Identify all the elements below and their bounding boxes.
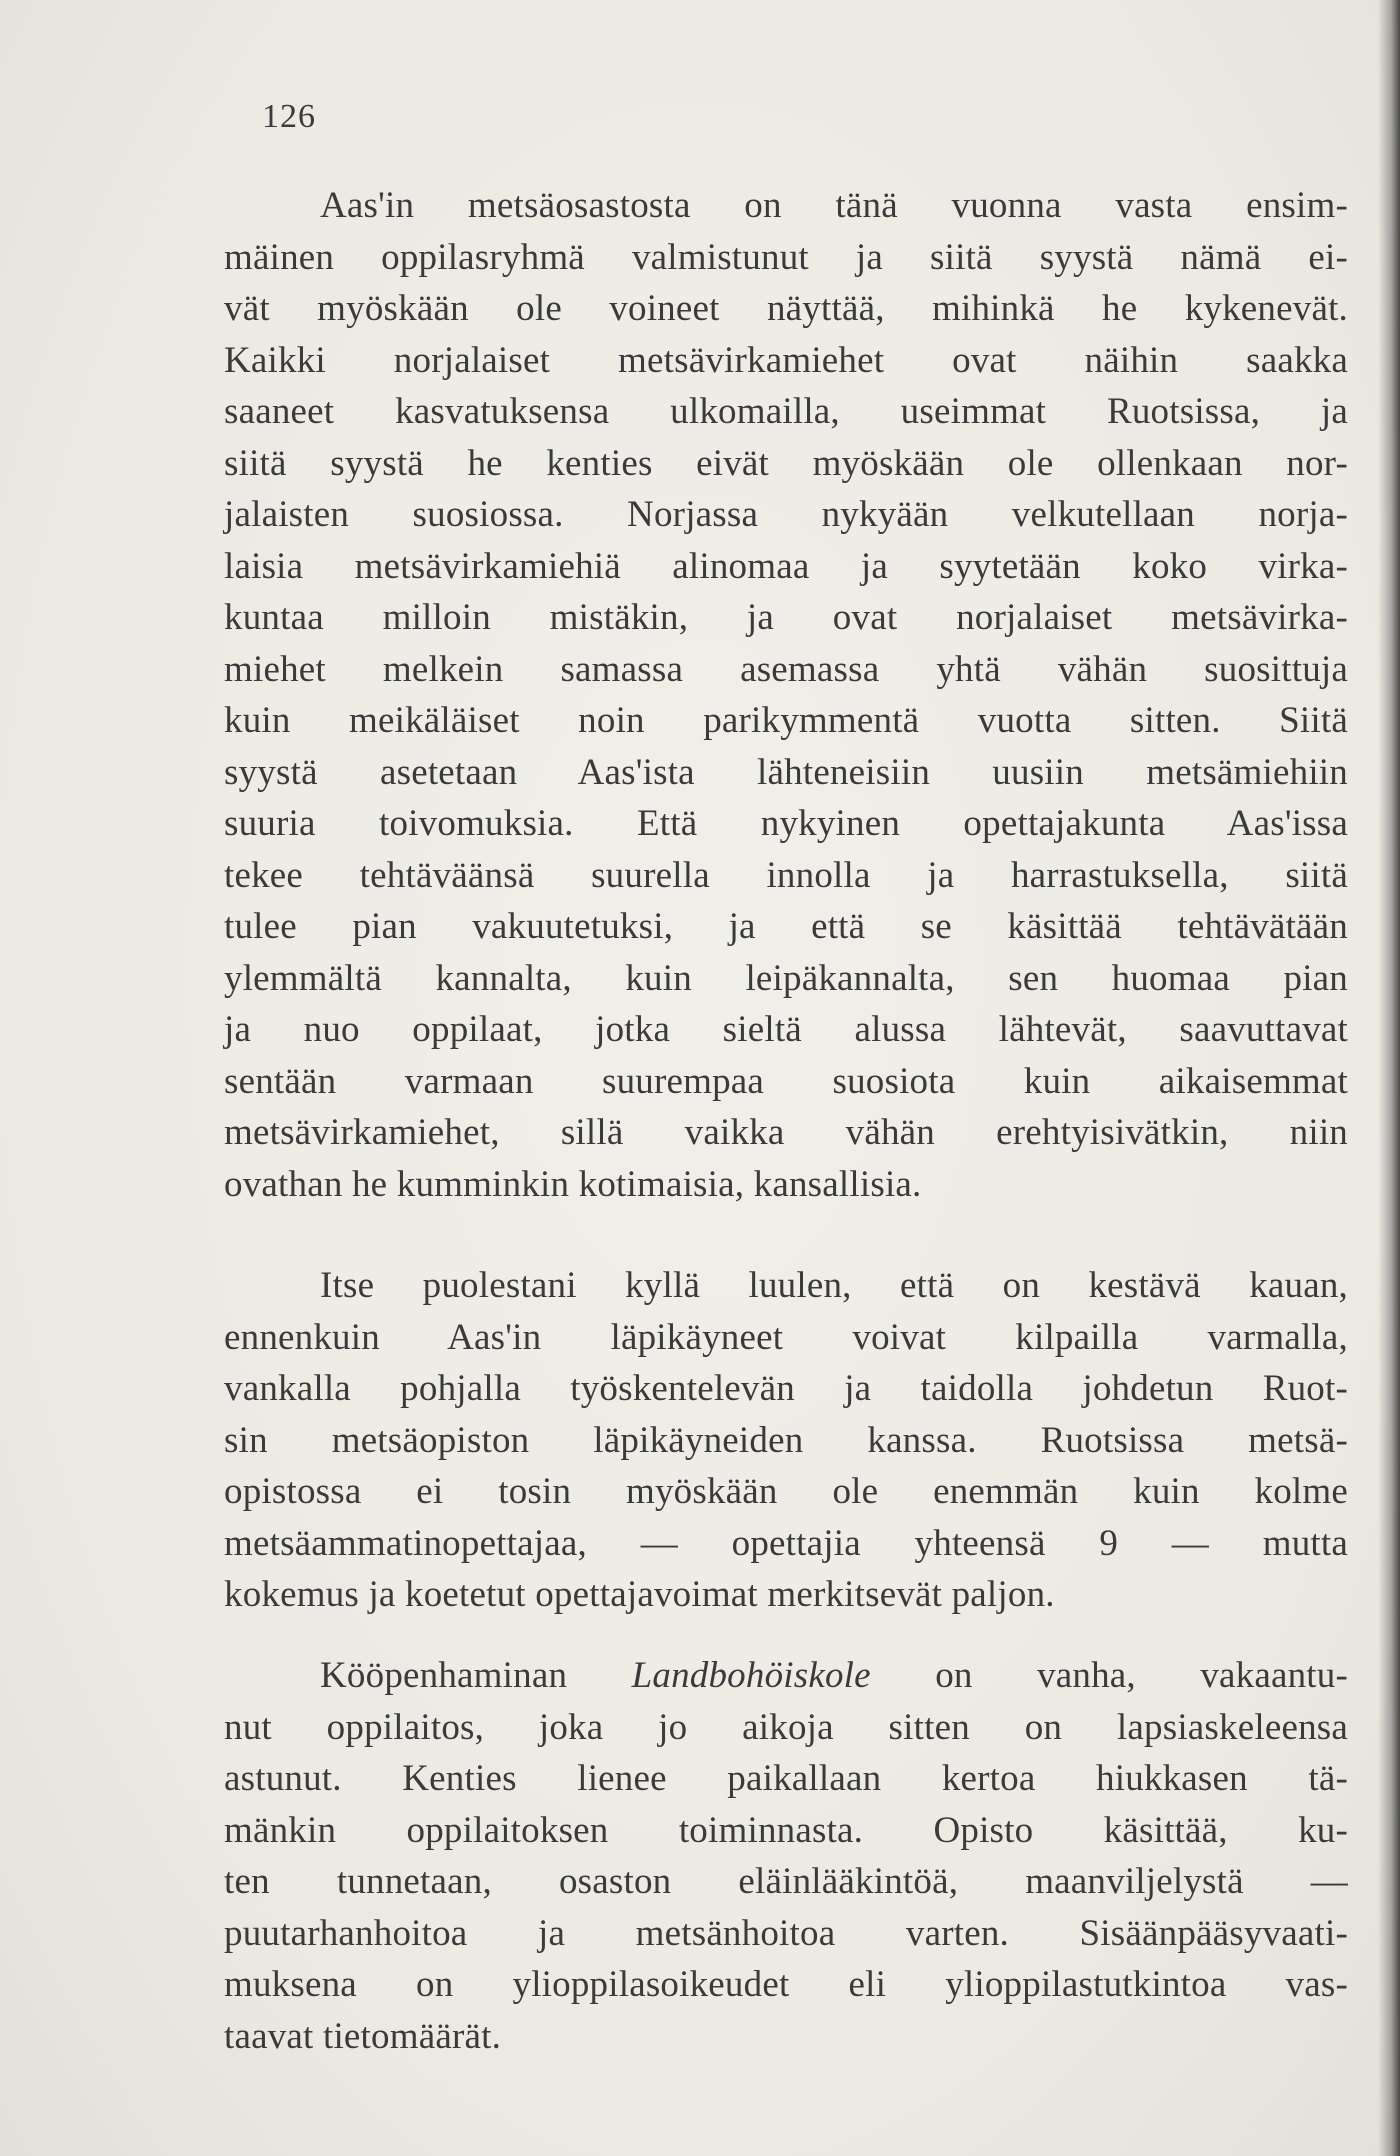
page-number: 126 (262, 98, 316, 135)
text-line: opistossa ei tosin myöskään ole enemmän kuin kolme (224, 1471, 1348, 1512)
text-line: saaneet kasvatuksensa ulkomailla, useimmat Ruotsissa, ja (224, 391, 1348, 432)
text-line: jalaisten suosiossa. Norjassa nykyään velkutellaan norja- (224, 494, 1348, 535)
text-line: sentään varmaan suurempaa suosiota kuin aikaisemmat (224, 1060, 1348, 1102)
text-line: puutarhanhoitoa ja metsänhoitoa varten. Sisäänpääsyvaati- (224, 1912, 1348, 1954)
text-line: laisia metsävirkamiehiä alinomaa ja syytetään koko virka- (224, 545, 1348, 587)
text-line: kuin meikäläiset noin parikymmentä vuotta sitten. Siitä (224, 700, 1348, 741)
text-line: suuria toivomuksia. Että nykyinen opettajakunta Aas'issa (224, 803, 1348, 844)
text-line: Kaikki norjalaiset metsävirkamiehet ovat näihin saakka (224, 339, 1348, 381)
text-line: vankalla pohjalla työskentelevän ja taidolla johdetun Ruot- (224, 1368, 1348, 1409)
text-line: syystä asetetaan Aas'ista lähteneisiin uusiin metsämiehiin (224, 751, 1348, 793)
paragraph-2 (224, 1260, 1348, 1621)
text-line: ennenkuin Aas'in läpikäyneet voivat kilpailla varmalla, (224, 1316, 1348, 1358)
text-line: nut oppilaitos, joka jo aikoja sitten on lapsiaskeleensa (224, 1706, 1348, 1748)
text-line: taavat tietomäärät. (224, 2015, 502, 2057)
text-line: muksena on ylioppilasoikeudet eli ylioppilastutkintoa vas- (224, 1964, 1348, 2005)
text-line: tekee tehtäväänsä suurella innolla ja harrastuksella, siitä (224, 854, 1348, 896)
paragraph-3 (224, 1650, 1348, 2062)
text-line: tulee pian vakuutetuksi, ja että se käsittää tehtävätään (224, 906, 1348, 947)
text-line: Aas'in metsäosastosta on tänä vuonna vasta ensim- (320, 185, 1348, 226)
text-line: metsäammatinopettajaa, — opettajia yhteensä 9 — mutta (224, 1522, 1348, 1564)
text-line: kokemus ja koetetut opettajavoimat merkitsevät paljon. (224, 1574, 1055, 1615)
text-line: ten tunnetaan, osaston eläinlääkintöä, maanviljelystä — (224, 1861, 1348, 1902)
text-line: siitä syystä he kenties eivät myöskään ole ollenkaan nor- (224, 442, 1348, 484)
paragraph-1 (224, 180, 1348, 1210)
text-line: ovathan he kumminkin kotimaisia, kansallisia. (224, 1163, 922, 1205)
page-edge-shadow (1378, 0, 1400, 2156)
text-line: mänkin oppilaitoksen toiminnasta. Opisto käsittää, ku- (224, 1809, 1348, 1851)
italic-term: Landbohöiskole (631, 1655, 871, 1696)
text-line: metsävirkamiehet, sillä vaikka vähän erehtyisivätkin, niin (224, 1112, 1348, 1153)
text-line: sin metsäopiston läpikäyneiden kanssa. Ruotsissa metsä- (224, 1419, 1348, 1461)
text-fragment: on vanha, vakaantu- (870, 1655, 1348, 1696)
text-line: ylemmältä kannalta, kuin leipäkannalta, sen huomaa pian (224, 957, 1348, 999)
text-line: kuntaa milloin mistäkin, ja ovat norjalaiset metsävirka- (224, 597, 1348, 638)
text-line: ja nuo oppilaat, jotka sieltä alussa lähtevät, saavuttavat (224, 1009, 1348, 1050)
text-line: vät myöskään ole voineet näyttää, mihinkä he kykenevät. (224, 288, 1348, 329)
text-line: mäinen oppilasryhmä valmistunut ja siitä syystä nämä ei- (224, 236, 1348, 278)
text-fragment: Kööpenhaminan (320, 1655, 632, 1696)
text-line: miehet melkein samassa asemassa yhtä vähän suosittuja (224, 648, 1348, 690)
text-line: astunut. Kenties lienee paikallaan kertoa hiukkasen tä- (224, 1758, 1348, 1799)
text-line (224, 1650, 1348, 1702)
text-line: Itse puolestani kyllä luulen, että on kestävä kauan, (320, 1265, 1348, 1306)
